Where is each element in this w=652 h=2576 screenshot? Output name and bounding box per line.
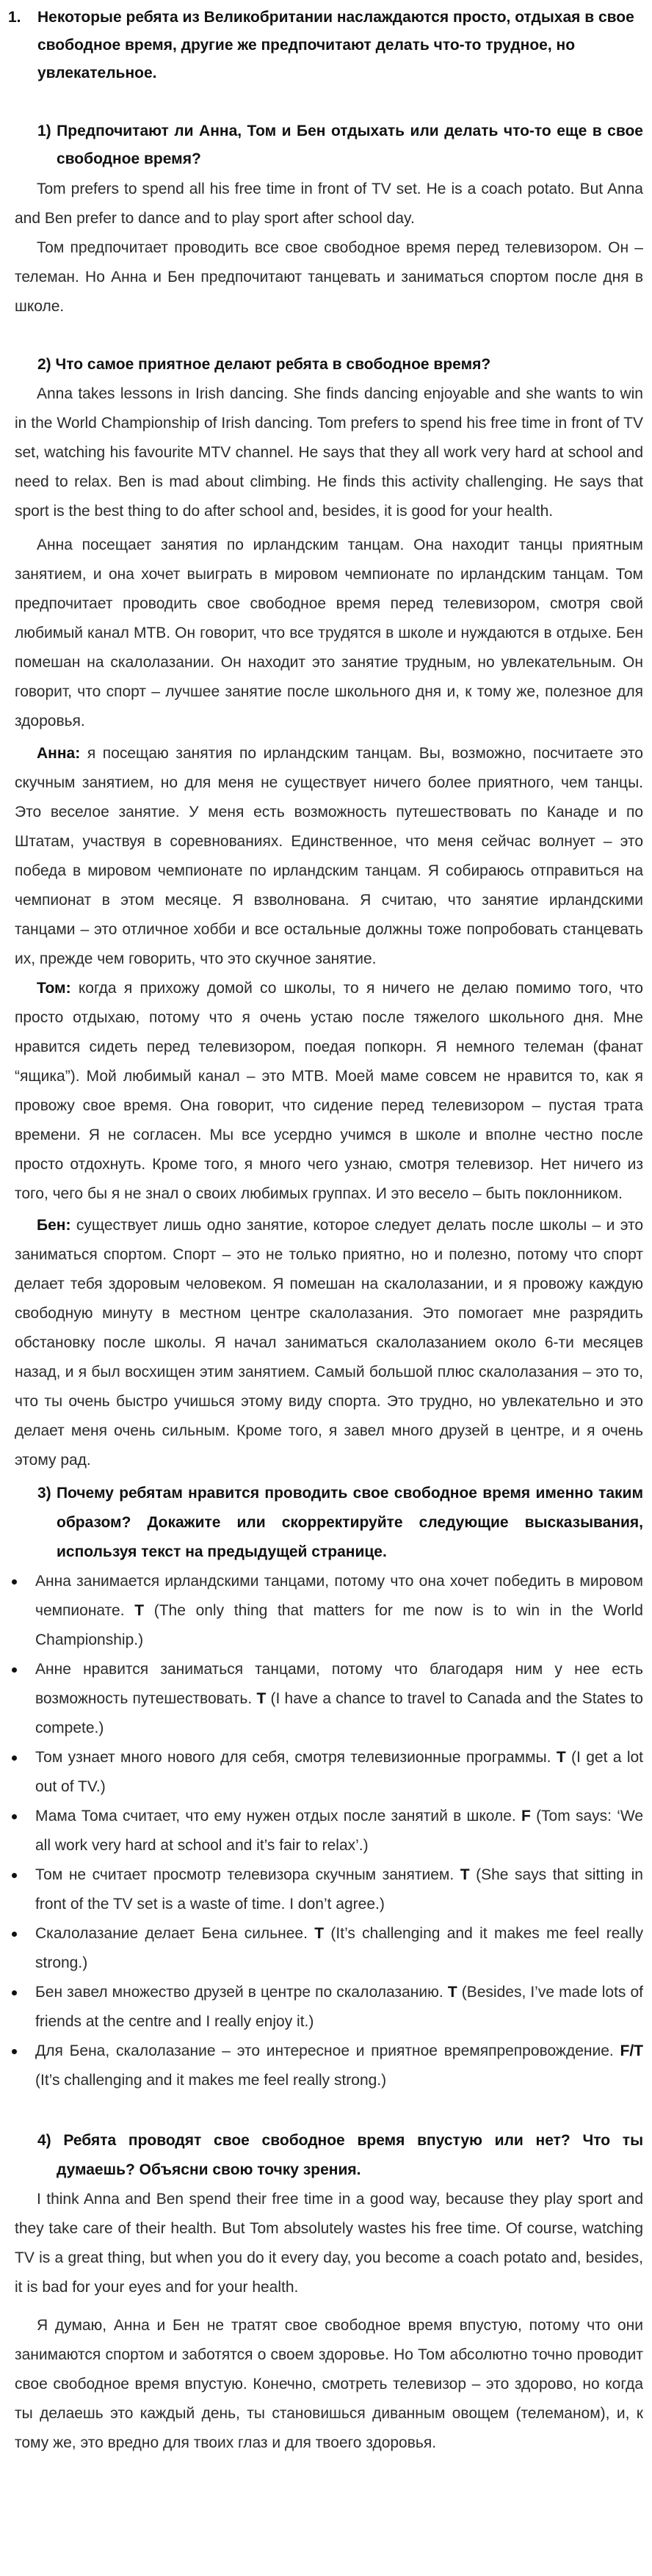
task-number: 1. <box>8 9 21 26</box>
bullet-icon <box>12 1667 17 1673</box>
statement-text: Анна занимается ирландскими танцами, потому что она хочет победить в мировом чемпионате. <box>35 1573 643 1619</box>
question-2-heading: 2) Что самое приятное делают ребята в свободное время? <box>37 356 491 373</box>
answer-1-english: Tom prefers to spend all his free time in front of TV set. He is a coach potato. But Anna and Ben prefer to dance and to play sport after school day. <box>15 181 643 227</box>
verdict: T <box>314 1925 325 1942</box>
statement-item <box>0 1567 652 1655</box>
statement-text: Том не считает просмотр телевизора скучным занятием. <box>35 1866 454 1883</box>
tom-text: когда я прихожу домой со школы, то я ничего не делаю помимо того, что просто отдыхаю, потому что я очень устаю после тяжелого школьного дня. Мне нравится сидеть перед телевизором, поедая попкорн. Я немного телеман (фанат “ящика”). Мой любимый канал – это МТВ. Моей маме совсем не нравится то, как я провожу свое время. Она говорит, что сидение перед телевизором – пустая трата времени. Я не согласен. Мы все усердно учимся в школе и вполне честно после просто отдохнуть. Кроме того, я много чего узнаю, смотря телевизор. Нет ничего из того, чего бы я не знал о своих любимых группах. И это весело – быть поклонником. <box>15 980 643 1202</box>
bullet-icon <box>12 1990 17 1995</box>
statement-quote: (I have a chance to travel to Canada and the States to compete.) <box>35 1690 643 1736</box>
statement-item <box>0 1860 652 1919</box>
statements-list <box>0 1567 652 2095</box>
answer-1-russian: Том предпочитает проводить все свое свободное время перед телевизором. Он – телеман. Но Анна и Бен предпочитают танцевать и заниматься спортом после дня в школе. <box>15 239 643 315</box>
verdict: T <box>447 1984 457 2001</box>
statement-quote: (Tom says: ‘We all work very hard at school and it’s fair to relax’.) <box>35 1808 644 1854</box>
statement-quote: (I get a lot out of TV.) <box>35 1749 644 1795</box>
statement-text: Скалолазание делает Бена сильнее. <box>35 1925 308 1942</box>
verdict: F/T <box>620 2042 644 2059</box>
bullet-icon <box>12 1932 17 1937</box>
statement-text: Для Бена, скалолазание – это интересное и приятное времяпрепровождение. <box>35 2042 614 2059</box>
verdict: T <box>556 1749 566 1766</box>
statement-text: Том узнает много нового для себя, смотря телевизионные программы. <box>35 1749 551 1766</box>
bullet-icon <box>12 1814 17 1819</box>
speaker-tom: Том: <box>37 980 71 997</box>
answer-4-russian: Я думаю, Анна и Бен не тратят свое свободное время впустую, потому что они занимаются спортом и заботятся о своем здоровье. Но Том абсолютно точно проводит свое свободное время впустую. Конечно, смотреть телевизор – это здорово, но когда ты делаешь это каждый день, ты становишься диванным овощем (телеманом), и, к тому же, это вредно для твоих глаз и для твоего здоровья. <box>15 2317 643 2451</box>
anna-statement <box>0 739 652 974</box>
ben-text: существует лишь одно занятие, которое следует делать после школы – и это заниматься спортом. Спорт – это не только приятно, но и полезно, потому что спорт делает тебя здоровым человеком. Я помешан на скалолазании, и я провожу каждую свободную минуту в местном центре скалолазания. Это помогает мне разрядить обстановку после школы. Я начал заниматься скалолазанием около 6-ти месяцев назад, и я был восхищен этим занятием. Самый большой плюс скалолазания – это то, что ты очень быстро учишься этому виду спорта. Это трудно, но увлекательно и это делает меня очень сильным. Кроме того, я завел много друзей в центре, и я очень этому рад. <box>15 1217 644 1469</box>
statement-text: Анне нравится заниматься танцами, потому что благодаря ним у нее есть возможность путешествовать. <box>35 1661 643 1707</box>
statement-item <box>0 1919 652 1978</box>
speaker-ben: Бен: <box>37 1217 71 1234</box>
statement-quote: (It’s challenging and it makes me feel really strong.) <box>35 2072 387 2089</box>
statement-quote: (She says that sitting in front of the TV set is a waste of time. I don’t agree.) <box>35 1866 643 1913</box>
statement-text: Бен завел множество друзей в центре по скалолазанию. <box>35 1984 443 2001</box>
task-title <box>0 0 652 87</box>
answer-2-russian: Анна посещает занятия по ирландским танцам. Она находит танцы приятным занятием, и она хочет выиграть в мировом чемпионате по ирландским танцам. Том предпочитает проводить свое свободное время перед телевизором, смотря свой любимый канал МТВ. Он говорит, что все трудятся в школе и нуждаются в отдыхе. Бен помешан на скалолазании. Он находит это занятие трудным, но увлекательным. Он говорит, что спорт – лучшее занятие после школьного дня и, к тому же, полезное для здоровья. <box>15 536 643 729</box>
answer-2-english: Anna takes lessons in Irish dancing. She finds dancing enjoyable and she wants to win in the World Championship of Irish dancing. Tom prefers to spend his free time in front of TV set, watching his favourite MTV channel. He says that they all work very hard at school and need to relax. Ben is mad about climbing. He finds this activity challenging. He says that sport is the best thing to do after school and, besides, it is good for your health. <box>15 385 643 520</box>
verdict: T <box>460 1866 470 1883</box>
statement-item <box>0 1743 652 1802</box>
tom-statement <box>0 974 652 1209</box>
bullet-icon <box>12 1579 17 1584</box>
question-3-heading: 3) Почему ребятам нравится проводить свое свободное время именно таким образом? Докажите или скорректируйте следующие высказывания, используя текст на предыдущей странице. <box>37 1485 643 1560</box>
verdict: T <box>256 1690 267 1707</box>
question-4-heading: 4) Ребята проводят свое свободное время впустую или нет? Что ты думаешь? Объясни свою точку зрения. <box>37 2132 643 2178</box>
statement-item <box>0 1655 652 1743</box>
statement-quote: (Besides, I’ve made lots of friends at the centre and I really enjoy it.) <box>35 1984 643 2030</box>
verdict: T <box>134 1602 145 1619</box>
statement-text: Мама Тома считает, что ему нужен отдых после занятий в школе. <box>35 1808 516 1824</box>
answer-4-english: I think Anna and Ben spend their free time in a good way, because they play sport and they take care of their health. But Tom absolutely wastes his free time. Of course, watching TV is a great thing, but when you do it every day, you become a coach potato and, besides, it is bad for your eyes and for your health. <box>15 2191 643 2296</box>
statement-quote: (It’s challenging and it makes me feel really strong.) <box>35 1925 643 1971</box>
bullet-icon <box>12 2049 17 2054</box>
statement-item <box>0 1978 652 2037</box>
bullet-icon <box>12 1755 17 1761</box>
statement-quote: (The only thing that matters for me now is to win in the World Championship.) <box>35 1602 643 1648</box>
anna-text: я посещаю занятия по ирландским танцам. Вы, возможно, посчитаете это скучным занятием, но для меня не существует ничего более приятного, чем танцы. Это веселое занятие. У меня есть возможность путешествовать по Канаде и по Штатам, участвуя в соревнованиях. Единственное, что меня сейчас волнует – это победа в мировом чемпионате по ирландским танцам. Я собираюсь отправиться на чемпионат в этом месяце. Я взволнована. Я считаю, что занятие ирландскими танцами – это отличное хобби и все остальные должны тоже попробовать станцевать их, прежде чем говорить, что это скучное занятие. <box>15 745 643 967</box>
verdict: F <box>521 1808 531 1824</box>
statement-item <box>0 1802 652 1860</box>
task-title-text: Некоторые ребята из Великобритании наслаждаются просто, отдыхая в свое свободное время, другие же предпочитают делать что-то трудное, но увлекательное. <box>37 9 634 81</box>
statement-item <box>0 2037 652 2095</box>
speaker-anna: Анна: <box>37 745 81 762</box>
question-1-heading: 1) Предпочитают ли Анна, Том и Бен отдыхать или делать что-то еще в свое свободное время? <box>37 123 643 167</box>
ben-statement <box>0 1211 652 1475</box>
bullet-icon <box>12 1873 17 1878</box>
